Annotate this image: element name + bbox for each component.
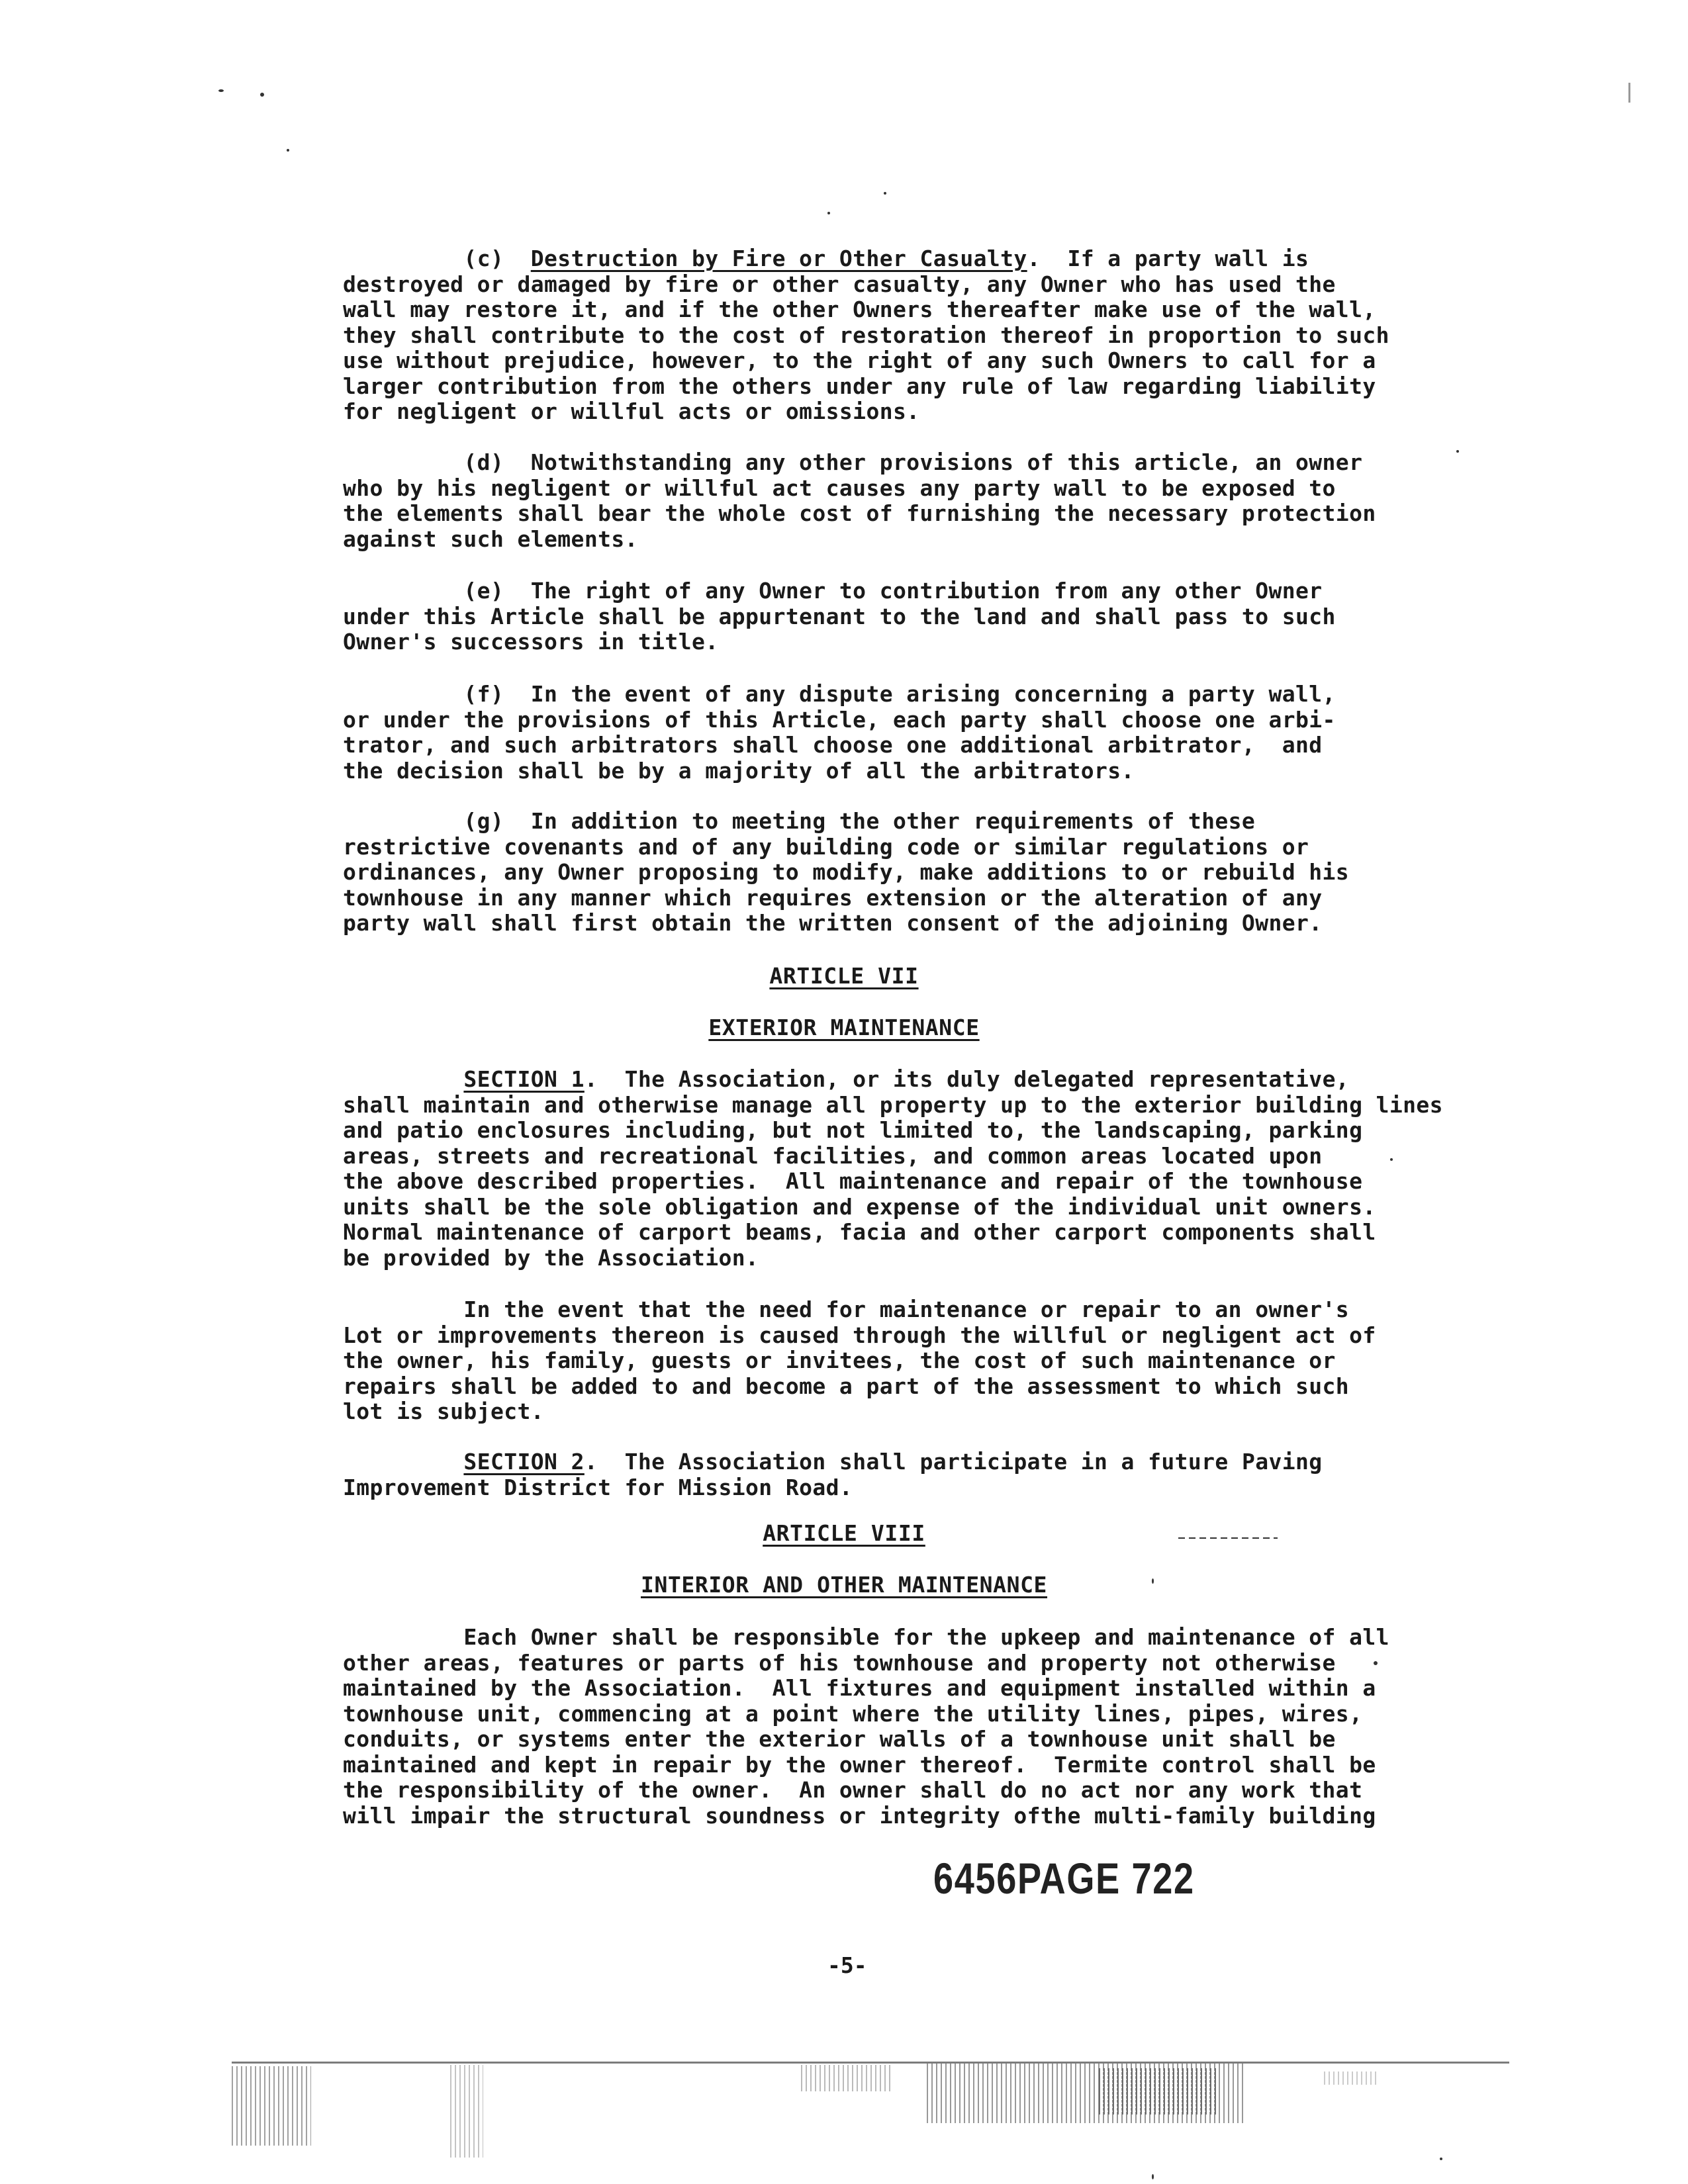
- scan-speck: [218, 89, 224, 92]
- text-line: shall maintain and otherwise manage all property up to the exterior building lines: [343, 1091, 1443, 1118]
- text-line: Normal maintenance of carport beams, facia and other carport components shall: [343, 1219, 1376, 1245]
- text-line: maintained by the Association. All fixtures and equipment installed within a: [343, 1675, 1376, 1701]
- text-line: they shall contribute to the cost of restoration thereof in proportion to such: [343, 322, 1389, 348]
- scan-speck: [1628, 83, 1630, 103]
- article-vii-heading: ARTICLE VII: [769, 963, 919, 989]
- text-line: larger contribution from the others under any rule of law regarding liability: [343, 373, 1376, 399]
- scan-speck: [1152, 2174, 1154, 2179]
- text-line: conduits, or systems enter the exterior walls of a townhouse unit shall be: [343, 1726, 1336, 1752]
- text-line: party wall shall first obtain the written consent of the adjoining Owner.: [343, 910, 1323, 936]
- scan-speck: [260, 93, 264, 97]
- article-viii-heading: ARTICLE VIII: [763, 1520, 925, 1546]
- text-line: Improvement District for Mission Road.: [343, 1474, 853, 1500]
- scan-noise: [1324, 2071, 1377, 2085]
- text-line: be provided by the Association.: [343, 1244, 759, 1271]
- section-1-label: SECTION 1: [463, 1066, 585, 1092]
- section-2-label: SECTION 2: [463, 1449, 585, 1475]
- text-line: wall may restore it, and if the other Owners thereafter make use of the wall,: [343, 296, 1376, 322]
- text-line: townhouse unit, commencing at a point where the utility lines, pipes, wires,: [343, 1700, 1363, 1727]
- text-line: maintained and kept in repair by the owner thereof. Termite control shall be: [343, 1751, 1376, 1778]
- text-line: . The Association shall participate in a future Paving: [584, 1449, 1323, 1475]
- text-line: (f) In the event of any dispute arising concerning a party wall,: [343, 681, 1336, 707]
- scan-edge-line: [232, 2062, 1509, 2064]
- book-page-stamp: 6456PAGE 722: [933, 1854, 1195, 1903]
- text-line: ordinances, any Owner proposing to modify, make additions to or rebuild his: [343, 859, 1350, 885]
- scan-speck: [1440, 2158, 1442, 2160]
- text-line: under this Article shall be appurtenant to the land and shall pass to such: [343, 603, 1336, 629]
- paragraph-g: [343, 809, 1376, 936]
- text-line: . The Association, or its duly delegated representative,: [584, 1066, 1350, 1092]
- text-line: restrictive covenants and of any building code or similar regulations or: [343, 833, 1309, 860]
- text-line: will impair the structural soundness or integrity ofthe multi-family building: [343, 1802, 1376, 1829]
- scan-speck: [827, 212, 830, 214]
- text-line: . If a party wall is: [1027, 246, 1309, 271]
- page-number: -5-: [827, 1952, 867, 1978]
- text-line: Lot or improvements thereon is caused through the willful or negligent act of: [343, 1322, 1376, 1348]
- text-line: Each Owner shall be responsible for the upkeep and maintenance of all: [343, 1624, 1389, 1650]
- text-line: who by his negligent or willful act causes any party wall to be exposed to: [343, 475, 1336, 501]
- text-line: trator, and such arbitrators shall choose one additional arbitrator, and: [343, 732, 1323, 758]
- text-line: (d) Notwithstanding any other provisions of this article, an owner: [343, 449, 1363, 475]
- text-line: townhouse in any manner which requires extension or the alteration of any: [343, 884, 1323, 911]
- text-line: (e) The right of any Owner to contribution from any other Owner: [343, 578, 1323, 604]
- text-line: against such elements.: [343, 525, 638, 552]
- text-line: areas, streets and recreational facilities, and common areas located upon: [343, 1142, 1323, 1169]
- text-line: use without prejudice, however, to the right of any such Owners to call for a: [343, 347, 1376, 373]
- scan-speck: [1456, 450, 1459, 453]
- text-line: the responsibility of the owner. An owner shall do no act nor any work that: [343, 1777, 1363, 1803]
- paragraph-c-title: Destruction by Fire or Other Casualty: [530, 246, 1027, 271]
- paragraph-d: [343, 450, 1376, 552]
- text-line: destroyed or damaged by fire or other casualty, any Owner who has used the: [343, 271, 1336, 297]
- section-2: [343, 1449, 1376, 1500]
- text-line: and patio enclosures including, but not limited to, the landscaping, parking: [343, 1117, 1363, 1143]
- paragraph-e: [343, 578, 1376, 655]
- text-line: repairs shall be added to and become a part of the assessment to which such: [343, 1373, 1350, 1399]
- text-line: (g) In addition to meeting the other requirements of these: [343, 808, 1256, 834]
- maintenance-paragraph: [343, 1297, 1376, 1425]
- text-line: units shall be the sole obligation and expense of the individual unit owners.: [343, 1193, 1376, 1220]
- text-line: Owner's successors in title.: [343, 629, 719, 655]
- scan-speck: [1390, 1158, 1393, 1161]
- scan-speck: [287, 149, 289, 152]
- text-line: the elements shall bear the whole cost of furnishing the necessary protection: [343, 500, 1376, 526]
- text-line: or under the provisions of this Article, each party shall choose one arbi-: [343, 706, 1336, 733]
- scan-noise: [232, 2066, 311, 2146]
- paragraph-f: [343, 682, 1376, 784]
- paragraph-c-lead: (c): [463, 246, 531, 271]
- scan-noise: [450, 2065, 483, 2158]
- article-viii-paragraph: [343, 1624, 1389, 1829]
- section-1: [343, 1066, 1443, 1271]
- text-line: other areas, features or parts of his townhouse and property not otherwise: [343, 1649, 1336, 1676]
- article-viii-subheading: INTERIOR AND OTHER MAINTENANCE: [640, 1572, 1048, 1598]
- text-line: for negligent or willful acts or omissions.: [343, 398, 920, 424]
- text-line: the decision shall be by a majority of all the arbitrators.: [343, 757, 1135, 784]
- article-vii-subheading: EXTERIOR MAINTENANCE: [708, 1015, 980, 1040]
- scan-noise: [801, 2065, 894, 2091]
- paragraph-c: [343, 246, 1389, 425]
- text-line: the owner, his family, guests or invitees, the cost of such maintenance or: [343, 1347, 1336, 1373]
- scan-noise: [1099, 2068, 1218, 2115]
- text-line: the above described properties. All maintenance and repair of the townhouse: [343, 1168, 1363, 1194]
- text-line: lot is subject.: [343, 1398, 545, 1424]
- text-line: In the event that the need for maintenance or repair to an owner's: [343, 1297, 1350, 1322]
- scan-speck: [884, 192, 886, 195]
